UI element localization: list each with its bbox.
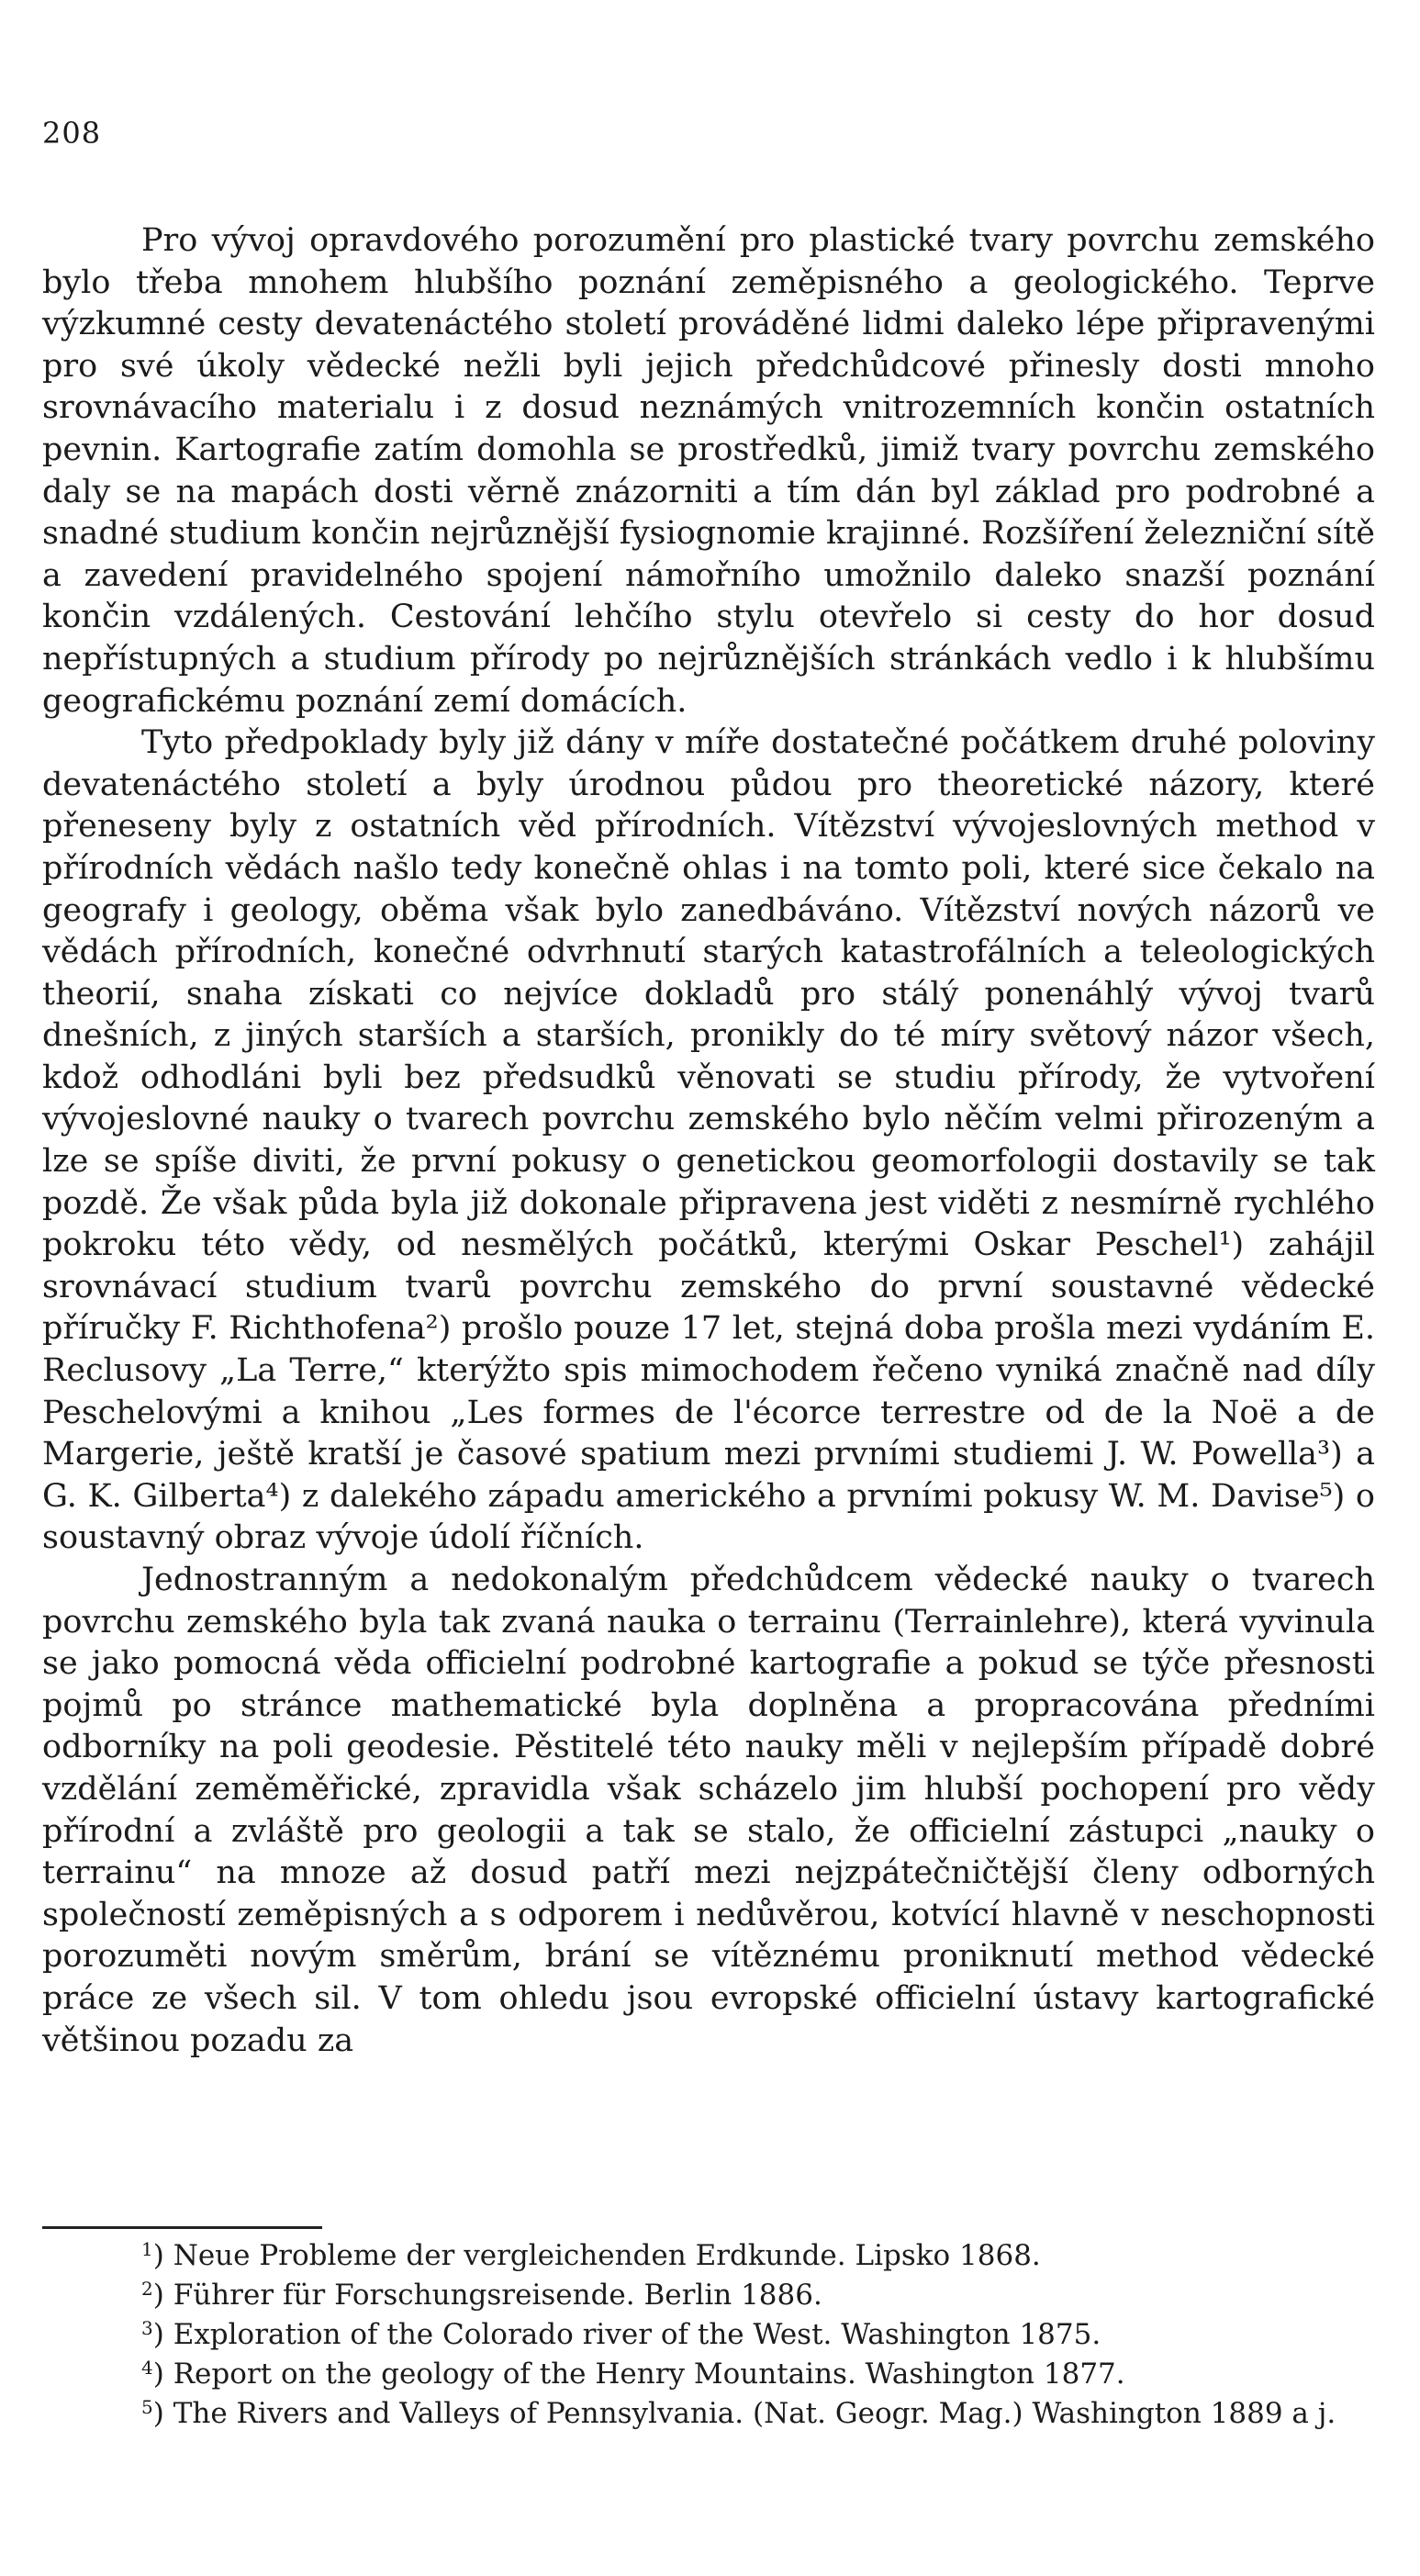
footnote-mark: 1	[141, 2238, 153, 2260]
body-text	[42, 220, 1375, 2062]
footnote-mark: 4	[141, 2357, 153, 2379]
footnote-text: Report on the geology of the Henry Mountains. Washington 1877.	[173, 2358, 1125, 2391]
page-number: 208	[42, 116, 102, 151]
footnote-text: The Rivers and Valleys of Pennsylvania. (Nat. Geogr. Mag.) Washington 1889 a j.	[173, 2397, 1336, 2430]
footnote: $^3$) Exploration of the Colorado river of the West. Washington 1875.	[141, 2317, 1101, 2351]
footnotes	[42, 2233, 1375, 2430]
footnote-text: Exploration of the Colorado river of the West. Washington 1875.	[173, 2318, 1101, 2351]
footnote-separator	[42, 2226, 322, 2229]
footnote-text: Neue Probleme der vergleichenden Erdkunde. Lipsko 1868.	[173, 2239, 1041, 2272]
footnote: $^2$) Führer für Forschungsreisende. Berlin 1886.	[141, 2278, 822, 2312]
footnote-mark: 5	[141, 2396, 153, 2418]
footnote: $^1$) Neue Probleme der vergleichenden Erdkunde. Lipsko 1868.	[141, 2238, 1041, 2272]
footnote-text: Führer für Forschungsreisende. Berlin 1886.	[173, 2279, 822, 2312]
paragraph: Tyto předpoklady byly již dány v míře dostatečné počátkem druhé poloviny devatenáctého století a byly úrodnou půdou pro theoretické názory, které přeneseny byly z ostatních věd přírodních. Vítězství vývojeslovných method v přírodních vědách našlo tedy konečně ohlas i na tomto poli, které sice čekalo na geografy i geology, oběma však bylo zanedbáváno. Vítězství nových názorů ve vědách přírodních, konečné odvrhnutí starých katastrofálních a teleologických theorií, snaha získati co nejvíce dokladů pro stálý ponenáhlý vývoj tvarů dnešních, z jiných starších a starších, pronikly do té míry světový názor všech, kdož odhodláni byli bez předsudků věnovati se studiu přírody, že vytvoření vývojeslovné nauky o tvarech povrchu zemského bylo něčím velmi přirozeným a lze se spíše diviti, že první pokusy o genetickou geomorfologii dostavily se tak pozdě. Že však půda byla již dokonale připravena jest viděti z nesmírně rychlého pokroku této vědy, od nesmělých počátků, kterými Oskar Peschel¹) zahájil srovnávací studium tvarů povrchu zemského do první soustavné vědecké příručky F. Richthofena²) prošlo pouze 17 let, stejná doba prošla mezi vydáním E. Reclusovy „La Terre,“ kterýžto spis mimochodem řečeno vyniká značně nad díly Peschelovými a knihou „Les formes de l'écorce terrestre od de la Noë a de Margerie, ještě kratší je časové spatium mezi prvními studiemi J. W. Powella³) a G. K. Gilberta⁴) z dalekého západu amerického a prvními pokusy W. M. Davise⁵) o soustavný obraz vývoje údolí říčních.	[42, 724, 1375, 1557]
footnote-mark: 2	[141, 2278, 153, 2300]
footnote-mark: 3	[141, 2317, 153, 2339]
paragraph: Jednostranným a nedokonalým předchůdcem vědecké nauky o tvarech povrchu zemského byla tak zvaná nauka o terrainu (Terrainlehre), která vyvinula se jako pomocná věda officielní podrobné kartografie a pokud se týče přesnosti pojmů po stránce mathematické byla doplněna a propracována předními odborníky na poli geodesie. Pěstitelé této nauky měli v nejlepším případě dobré vzdělání zeměměřické, zpravidla však scházelo jim hlubší pochopení pro vědy přírodní a zvláště pro geologii a tak se stalo, že officielní zástupci „nauky o terrainu“ na mnoze až dosud patří mezi nejzpátečničtější členy odborných společností zeměpisných a s odporem i nedůvěrou, kotvící hlavně v neschopnosti porozuměti novým směrům, brání se vítěznému proniknutí method vědecké práce ze všech sil. V tom ohledu jsou evropské officielní ústavy kartografické většinou pozadu za	[42, 1562, 1375, 2059]
footnote: $^4$) Report on the geology of the Henry Mountains. Washington 1877.	[141, 2357, 1125, 2391]
footnote: $^5$) The Rivers and Valleys of Pennsylvania. (Nat. Geogr. Mag.) Washington 1889 a j.	[141, 2396, 1336, 2430]
paragraph: Pro vývoj opravdového porozumění pro plastické tvary povrchu zemského bylo třeba mnohem hlubšího poznání zeměpisného a geologického. Teprve výzkumné cesty devatenáctého století prováděné lidmi daleko lépe připravenými pro své úkoly vědecké nežli byli jejich předchůdcové přinesly dosti mnoho srovnávacího materialu i z dosud neznámých vnitrozemních končin ostatních pevnin. Kartografie zatím domohla se prostředků, jimiž tvary povrchu zemského daly se na mapách dosti věrně znázorniti a tím dán byl základ pro podrobné a snadné studium končin nejrůznější fysiognomie krajinné. Rozšíření železniční sítě a zavedení pravidelného spojení námořního umožnilo daleko snazší poznání končin vzdálených. Cestování lehčího stylu otevřelo si cesty do hor dosud nepřístupných a studium přírody po nejrůznějších stránkách vedlo i k hlubšímu geografickému poznání zemí domácích.	[42, 222, 1375, 720]
